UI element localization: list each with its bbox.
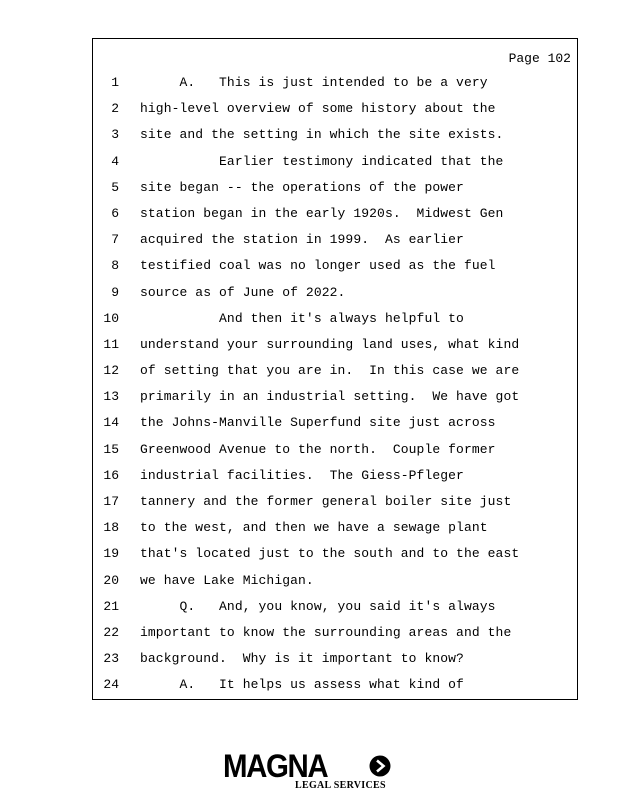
transcript-line [93, 98, 577, 124]
transcript-line [93, 386, 577, 412]
line-text: primarily in an industrial setting. We have got [140, 389, 520, 405]
transcript-line [93, 72, 577, 98]
line-number: 5 [111, 179, 119, 195]
line-number: 19 [103, 546, 119, 562]
transcript-line [93, 282, 577, 308]
transcript-line [93, 412, 577, 438]
line-text: to the west, and then we have a sewage plant [140, 520, 488, 536]
transcript-line [93, 334, 577, 360]
line-text: A. This is just intended to be a very [140, 75, 488, 90]
line-text: station began in the early 1920s. Midwest Gen [140, 205, 504, 221]
transcript-line [93, 674, 577, 700]
transcript-line [93, 596, 577, 622]
chevron-right-circle-icon [369, 755, 391, 777]
line-number: 2 [111, 101, 119, 117]
line-number: 3 [111, 127, 119, 143]
transcript-line [93, 491, 577, 517]
line-number: 1 [111, 75, 119, 90]
line-number: 23 [103, 651, 119, 667]
line-text: understand your surrounding land uses, what kind [140, 336, 520, 352]
logo-wordmark: MAGNA [223, 748, 328, 784]
line-number: 24 [103, 677, 119, 693]
line-text: Earlier testimony indicated that the [140, 153, 504, 169]
line-text: of setting that you are in. In this case we are [140, 363, 520, 379]
line-number: 16 [103, 467, 119, 483]
line-text: industrial facilities. The Giess-Pfleger [140, 467, 464, 483]
line-text: Greenwood Avenue to the north. Couple former [140, 441, 496, 457]
line-text: source as of June of 2022. [140, 284, 346, 300]
line-number: 8 [111, 258, 119, 274]
line-text: acquired the station in 1999. As earlier [140, 232, 464, 248]
transcript-line [93, 570, 577, 596]
transcript-line [93, 648, 577, 674]
line-text: site began -- the operations of the power [140, 179, 464, 195]
line-text: that's located just to the south and to the east [140, 546, 520, 562]
line-number: 22 [103, 624, 119, 640]
line-text: site and the setting in which the site exists. [140, 127, 504, 143]
transcript-line [93, 439, 577, 465]
line-text: Q. And, you know, you said it's always [140, 598, 496, 614]
line-number: 6 [111, 205, 119, 221]
line-text: background. Why is it important to know? [140, 651, 464, 667]
line-text: A. It helps us assess what kind of [140, 677, 464, 693]
transcript-line [93, 124, 577, 150]
line-number: 13 [103, 389, 119, 405]
line-text: tannery and the former general boiler site just [140, 494, 512, 509]
line-number: 9 [111, 284, 119, 300]
transcript-line [93, 203, 577, 229]
line-text: important to know the surrounding areas and the [140, 624, 512, 640]
line-number: 7 [111, 232, 119, 248]
line-text: we have Lake Michigan. [140, 572, 314, 588]
transcript-line [93, 360, 577, 386]
line-number: 15 [103, 441, 119, 457]
line-number: 4 [111, 153, 119, 169]
transcript-line [93, 465, 577, 491]
transcript-line [93, 308, 577, 334]
line-text: testified coal was no longer used as the fuel [140, 258, 496, 274]
transcript-line [93, 517, 577, 543]
line-number: 18 [103, 520, 119, 536]
logo-subtitle: LEGAL SERVICES [295, 780, 386, 791]
line-text: high-level overview of some history about the [140, 101, 496, 117]
page-number: Page 102 [508, 51, 571, 66]
line-number: 14 [103, 415, 119, 431]
line-text: the Johns-Manville Superfund site just across [140, 415, 496, 431]
line-number: 20 [103, 572, 119, 588]
transcript-line [93, 543, 577, 569]
line-number: 17 [103, 494, 119, 509]
transcript-line [93, 255, 577, 281]
transcript-line [93, 229, 577, 255]
transcript-page [92, 38, 578, 700]
line-number: 11 [103, 336, 119, 352]
transcript-lines [93, 72, 577, 701]
transcript-line [93, 177, 577, 203]
line-number: 12 [103, 363, 119, 379]
line-number: 10 [103, 310, 119, 326]
transcript-line [93, 622, 577, 648]
line-text: And then it's always helpful to [140, 310, 464, 326]
transcript-line [93, 151, 577, 177]
magna-logo [223, 748, 398, 793]
line-number: 21 [103, 598, 119, 614]
